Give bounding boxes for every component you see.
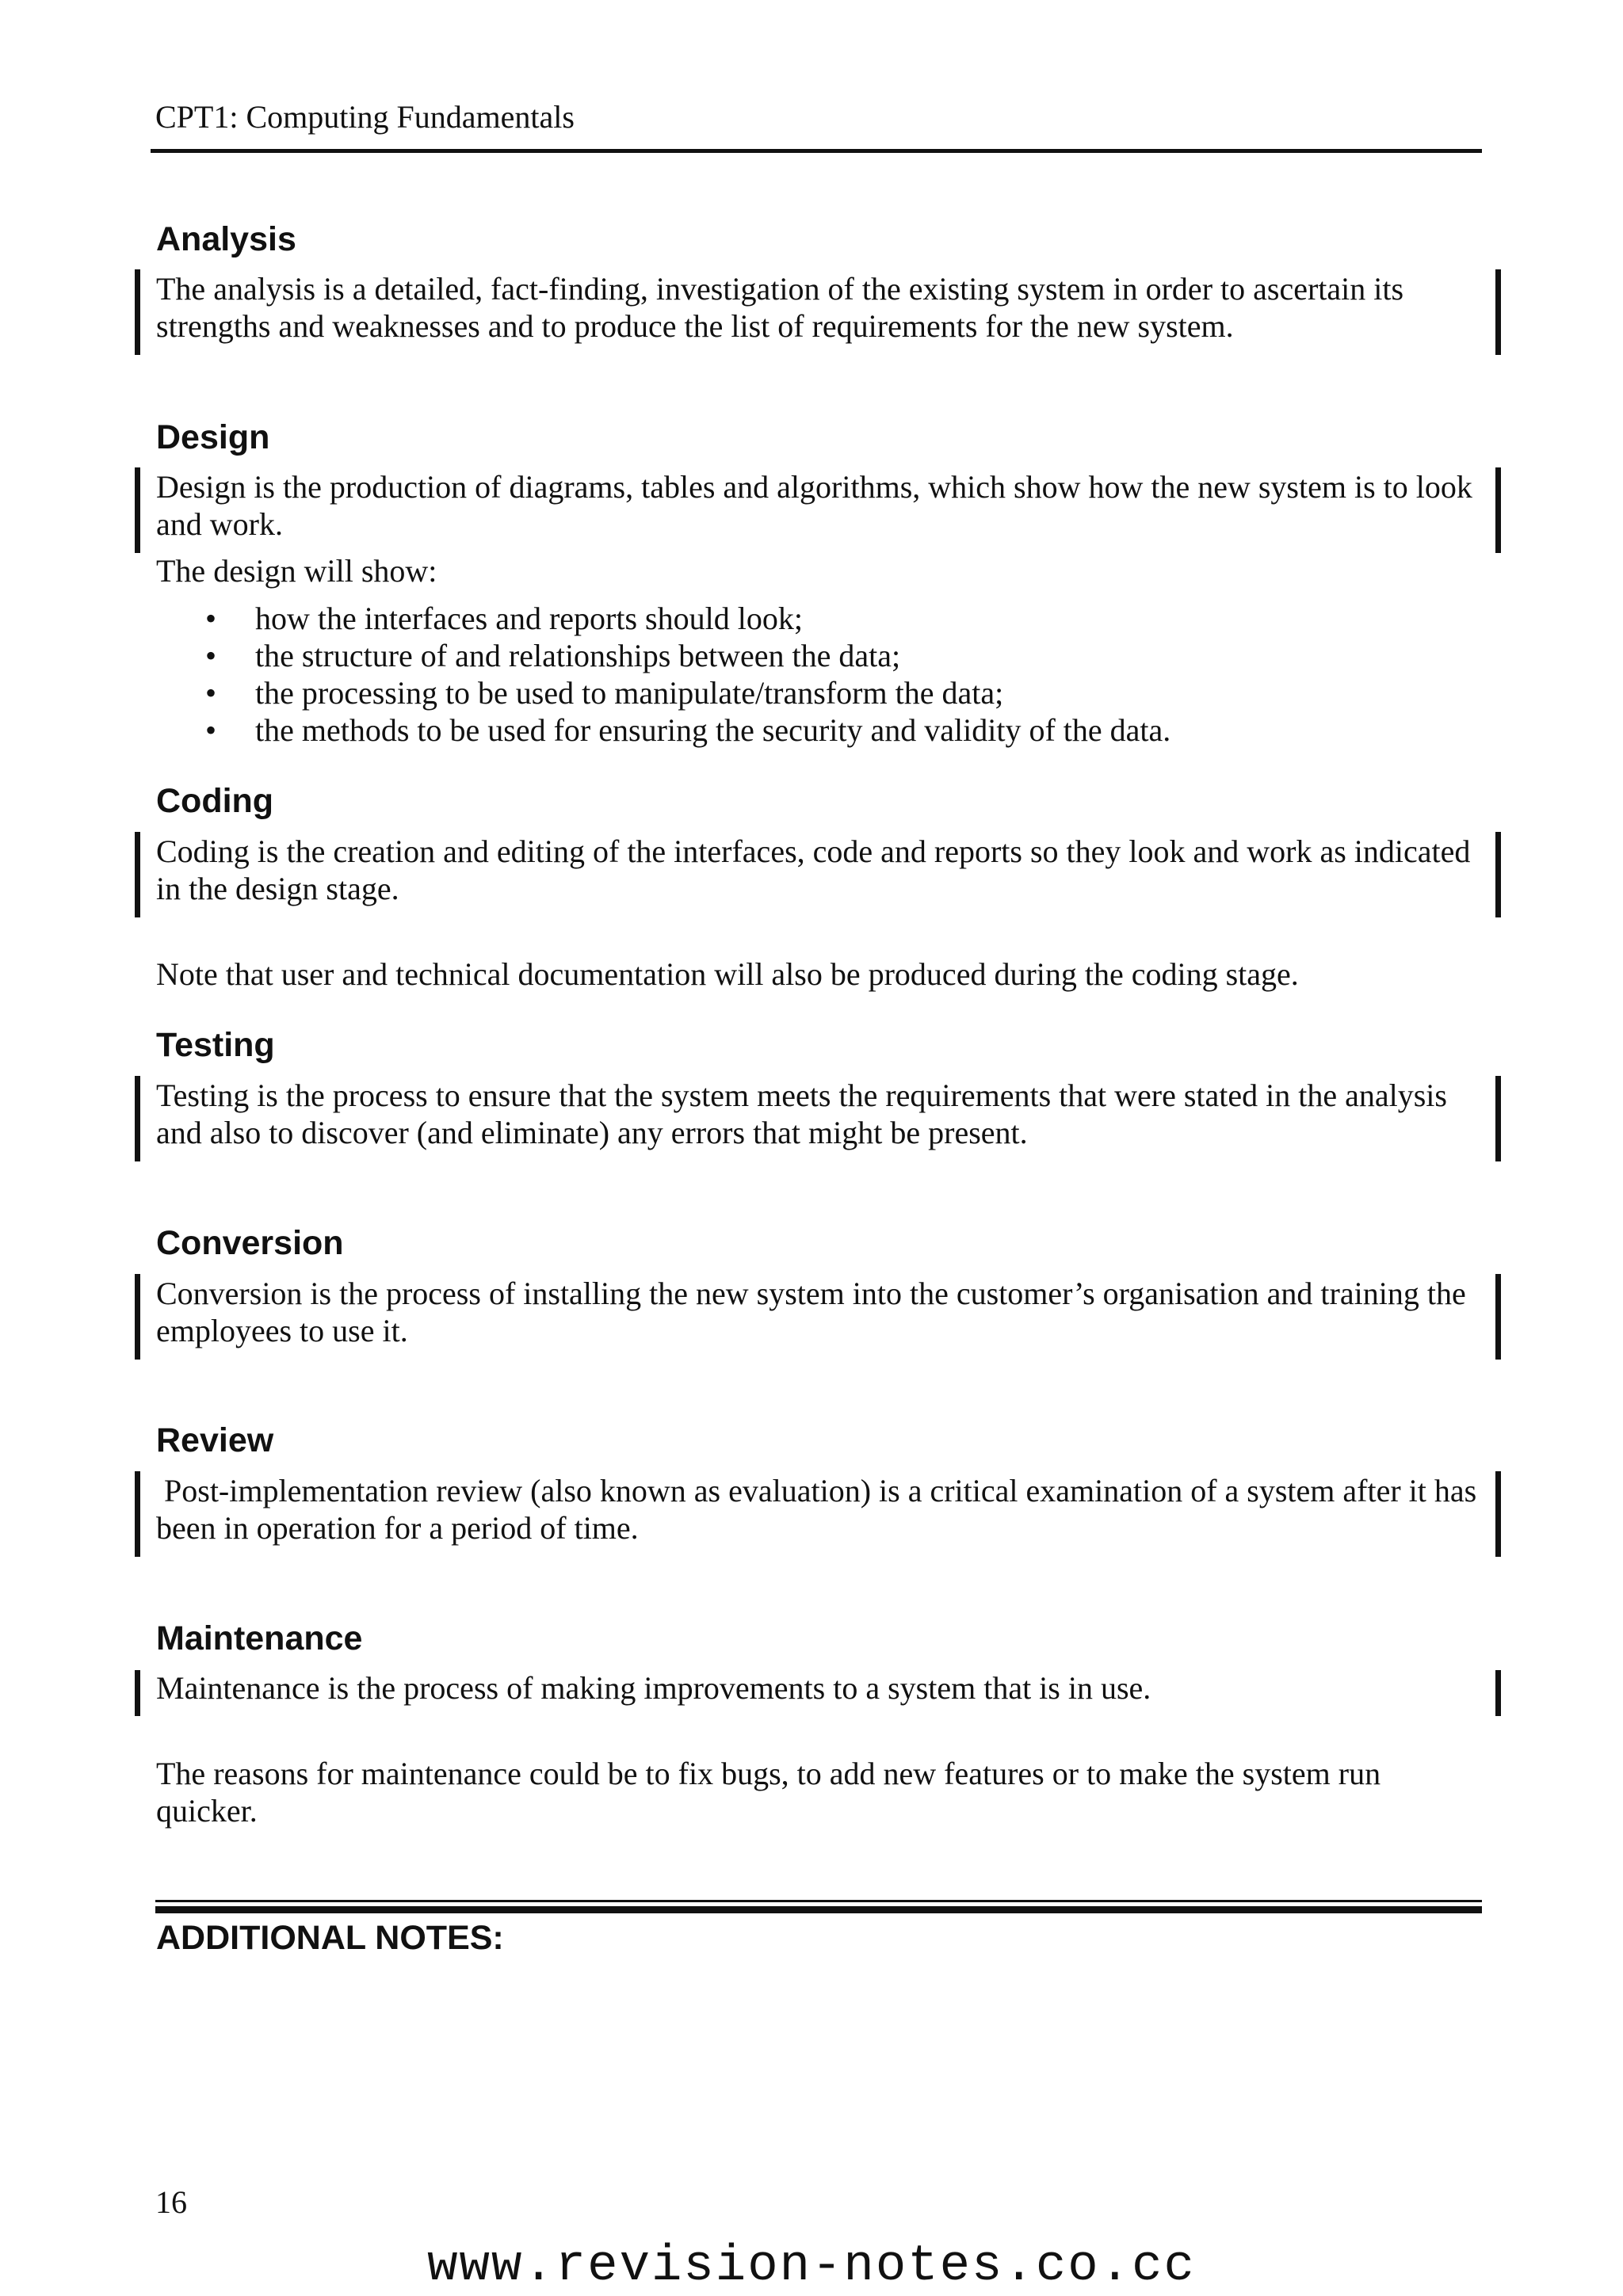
list-item bbox=[156, 711, 1487, 749]
page-number: 16 bbox=[155, 2184, 187, 2220]
change-bar-right-maintenance bbox=[1495, 1670, 1501, 1716]
review-heading: Review bbox=[156, 1421, 274, 1459]
change-bar-right-review bbox=[1495, 1471, 1501, 1557]
change-bar-right-design bbox=[1495, 467, 1501, 553]
change-bar-right-testing bbox=[1495, 1076, 1501, 1161]
design-text: Design is the production of diagrams, tables and algorithms, which show how the new system is to look and work. bbox=[156, 469, 1472, 542]
coding-note: Note that user and technical documentation will also be produced during the coding stage. bbox=[156, 956, 1299, 992]
analysis-text: The analysis is a detailed, fact-finding, investigation of the existing system in order to ascertain its strengths and weaknesses and to produce the list of requirements for the new system. bbox=[156, 271, 1404, 344]
testing-text: Testing is the process to ensure that the system meets the requirements that were stated in the analysis and also to discover (and eliminate) any errors that might be present. bbox=[156, 1077, 1447, 1150]
bullet-icon: • bbox=[205, 601, 217, 636]
maintenance-text: Maintenance is the process of making improvements to a system that is in use. bbox=[156, 1670, 1151, 1706]
change-bar-right-conversion bbox=[1495, 1274, 1501, 1360]
bullet-icon: • bbox=[205, 712, 217, 748]
conversion-text: Conversion is the process of installing the new system into the customer’s organisation and training the employees to use it. bbox=[156, 1276, 1466, 1348]
review-text: Post-implementation review (also known as evaluation) is a critical examination of a system after it has been in operation for a period of time. bbox=[156, 1473, 1485, 1546]
change-bar-left-design bbox=[135, 467, 140, 553]
footer-url: www.revision-notes.co.cc bbox=[427, 2238, 1196, 2295]
notes-divider-thin bbox=[155, 1900, 1482, 1902]
change-bar-left-coding bbox=[135, 832, 140, 917]
coding-text: Coding is the creation and editing of the interfaces, code and reports so they look and work as indicated in the design stage. bbox=[156, 833, 1471, 906]
list-item bbox=[156, 674, 1487, 711]
change-bar-right-coding bbox=[1495, 832, 1501, 917]
conversion-heading: Conversion bbox=[156, 1224, 344, 1262]
bullet-text: the processing to be used to manipulate/transform the data; bbox=[255, 675, 1004, 711]
list-item bbox=[156, 637, 1487, 674]
change-bar-left-testing bbox=[135, 1076, 140, 1161]
bullet-text: how the interfaces and reports should look; bbox=[255, 601, 803, 636]
additional-notes-heading: ADDITIONAL NOTES: bbox=[156, 1919, 504, 1957]
maintenance-reasons: The reasons for maintenance could be to fix bugs, to add new features or to make the system run quicker. bbox=[156, 1756, 1381, 1829]
list-item bbox=[156, 600, 1487, 637]
design-bullet-list bbox=[156, 600, 1487, 749]
coding-heading: Coding bbox=[156, 782, 274, 820]
notes-divider-thick bbox=[155, 1906, 1482, 1913]
design-intro: The design will show: bbox=[156, 553, 437, 589]
bullet-icon: • bbox=[205, 638, 217, 673]
header-divider bbox=[151, 149, 1482, 153]
testing-heading: Testing bbox=[156, 1026, 275, 1064]
change-bar-left-analysis bbox=[135, 269, 140, 355]
maintenance-heading: Maintenance bbox=[156, 1619, 363, 1657]
change-bar-left-conversion bbox=[135, 1274, 140, 1360]
change-bar-left-review bbox=[135, 1471, 140, 1557]
design-heading: Design bbox=[156, 418, 270, 456]
analysis-heading: Analysis bbox=[156, 220, 296, 258]
change-bar-right-analysis bbox=[1495, 269, 1501, 355]
change-bar-left-maintenance bbox=[135, 1670, 140, 1716]
bullet-text: the structure of and relationships between the data; bbox=[255, 638, 901, 673]
page-header-title: CPT1: Computing Fundamentals bbox=[155, 99, 575, 135]
bullet-icon: • bbox=[205, 675, 217, 711]
bullet-text: the methods to be used for ensuring the security and validity of the data. bbox=[255, 712, 1171, 748]
